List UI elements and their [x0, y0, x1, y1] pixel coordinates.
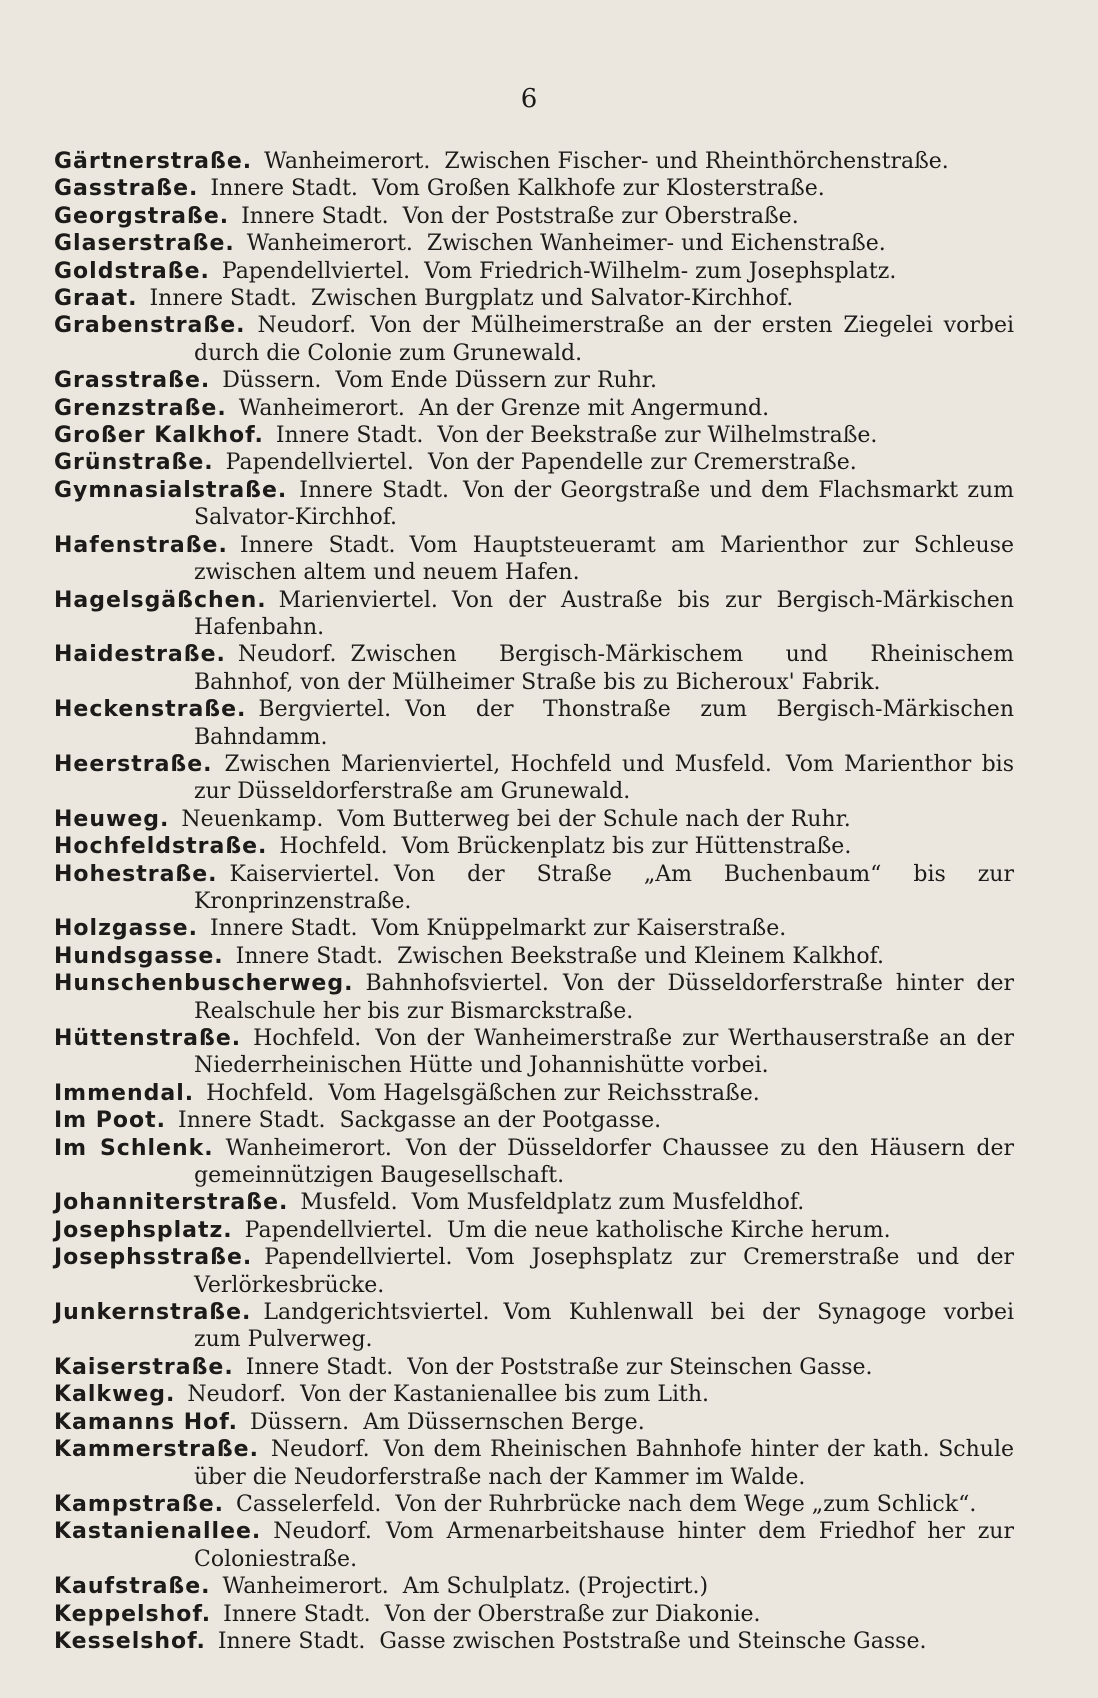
- list-item: [54, 1491, 1014, 1518]
- description: Von der Georgstraße und dem Flachsmarkt zum Salvator-Kirchhof.: [194, 477, 1014, 531]
- description: Vom Hagelsgäßchen zur Reichsstraße.: [328, 1080, 760, 1106]
- list-item: [54, 1080, 1014, 1107]
- description: Vom Hauptsteueramt am Marienthor zur Schleuse zwischen altem und neuem Hafen.: [194, 532, 1014, 586]
- description: Gasse zwischen Poststraße und Steinsche Gasse.: [379, 1628, 927, 1654]
- district: Wanheimerort.: [246, 231, 413, 257]
- description: Vom Knüppelmarkt zur Kaiserstraße.: [371, 916, 787, 942]
- street-name: Hafenstraße.: [54, 532, 228, 558]
- street-name: Johanniterstraße.: [54, 1190, 289, 1216]
- list-item: [54, 1628, 1014, 1655]
- street-name: Kalkweg.: [54, 1382, 176, 1408]
- description: Von der Ruhrbrücke nach dem Wege „zum Schlick“.: [395, 1491, 977, 1517]
- street-name: Im Poot.: [54, 1108, 166, 1134]
- list-item: [54, 915, 1014, 942]
- district: Innere Stadt.: [241, 203, 389, 229]
- district: Casselerfeld.: [235, 1491, 382, 1517]
- list-item: [54, 285, 1014, 312]
- district: Kaiserviertel.: [229, 861, 380, 887]
- district: Innere Stadt.: [299, 477, 450, 503]
- description: Zwischen Fischer- und Rheinthörchenstraße.: [444, 149, 949, 174]
- list-item: [54, 833, 1014, 860]
- district: Neudorf.: [257, 313, 357, 339]
- district: Landgerichtsviertel.: [263, 1300, 490, 1326]
- street-name: Gasstraße.: [54, 176, 199, 202]
- district: Neudorf.: [273, 1519, 372, 1545]
- street-name: Heuweg.: [54, 806, 170, 832]
- district: Innere Stadt.: [235, 943, 384, 969]
- description: Vom Butterweg bei der Schule nach der Ruhr.: [337, 806, 851, 832]
- district: Innere Stadt.: [209, 916, 358, 942]
- list-item: [54, 1244, 1014, 1299]
- list-item: [54, 1217, 1014, 1244]
- district: Innere Stadt.: [275, 423, 424, 449]
- district: Papendellviertel.: [225, 450, 414, 476]
- description: Von der Austraße bis zur Bergisch-Märkischen Hafenbahn.: [194, 587, 1014, 640]
- list-item: [54, 148, 1014, 175]
- list-item: [54, 367, 1014, 394]
- list-item: [54, 1573, 1014, 1600]
- description: Zwischen Burgplatz und Salvator-Kirchhof.: [311, 286, 794, 312]
- street-name: Kaiserstraße.: [54, 1354, 234, 1380]
- district: Düssern.: [250, 1409, 350, 1435]
- street-name: Grasstraße.: [54, 368, 211, 394]
- description: Von der Düsseldorfer Chaussee zu den Häusern der gemeinnützigen Baugesellschaft.: [194, 1135, 1014, 1189]
- district: Innere Stadt.: [178, 1108, 326, 1134]
- district: Neudorf.: [270, 1437, 370, 1463]
- district: Innere Stadt.: [239, 532, 396, 558]
- description: Vom Friedrich-Wilhelm- zum Josephsplatz.: [424, 258, 897, 284]
- description: Von der Kastanienallee bis zum Lith.: [300, 1382, 710, 1408]
- list-item: [54, 806, 1014, 833]
- list-item: [54, 203, 1014, 230]
- description: Um die neue katholische Kirche herum.: [446, 1217, 891, 1243]
- district: Innere Stadt.: [149, 286, 298, 312]
- list-item: [54, 641, 1014, 696]
- description: Vom Marienthor bis zur Düsseldorferstraße am Grunewald.: [194, 751, 1014, 805]
- description: Von der Thonstraße zum Bergisch-Märkischen Bahndamm.: [194, 697, 1014, 750]
- list-item: [54, 1299, 1014, 1354]
- list-item: [54, 943, 1014, 970]
- list-item: [54, 258, 1014, 285]
- description: Vom Brückenplatz bis zur Hüttenstraße.: [401, 834, 852, 860]
- street-name: Immendal.: [54, 1080, 195, 1106]
- district: Innere Stadt.: [210, 176, 358, 202]
- list-item: [54, 1189, 1014, 1216]
- street-name: Kastanienallee.: [54, 1519, 262, 1545]
- list-item: [54, 587, 1014, 642]
- street-name: Kesselshof.: [54, 1628, 206, 1654]
- list-item: [54, 230, 1014, 257]
- street-name: Josephsplatz.: [54, 1217, 233, 1243]
- description: Von der Beekstraße zur Wilhelmstraße.: [437, 423, 878, 449]
- description: Von dem Rheinischen Bahnhofe hinter der kath. Schule über die Neudorferstraße nach der Kammer im Walde.: [194, 1437, 1014, 1490]
- description: Zwischen Bergisch-Märkischem und Rheinischem Bahnhof, von der Mülheimer Straße bis zu Bicheroux' Fabrik.: [194, 642, 1014, 695]
- list-item: [54, 175, 1014, 202]
- district: Düssern.: [222, 368, 322, 394]
- description: Von der Poststraße zur Oberstraße.: [402, 203, 799, 229]
- street-name: Kamanns Hof.: [54, 1409, 238, 1435]
- street-name: Großer Kalkhof.: [54, 423, 264, 449]
- district: Hochfeld.: [206, 1080, 315, 1106]
- list-item: [54, 696, 1014, 751]
- street-name: Heckenstraße.: [54, 697, 247, 723]
- list-item: [54, 1381, 1014, 1408]
- description: Von der Straße „Am Buchenbaum“ bis zur Kronprinzenstraße.: [194, 861, 1014, 914]
- list-item: [54, 449, 1014, 476]
- district: Papendellviertel.: [264, 1245, 453, 1271]
- description: Von der Düsseldorferstraße hinter der Realschule her bis zur Bismarckstraße.: [194, 971, 1014, 1024]
- list-item: [54, 422, 1014, 449]
- street-name: Heerstraße.: [54, 751, 213, 777]
- street-name: Glaserstraße.: [54, 231, 235, 257]
- district: Neudorf.: [237, 642, 337, 668]
- list-item: [54, 312, 1014, 367]
- street-name: Keppelshof.: [54, 1601, 212, 1627]
- district: Hochfeld.: [279, 834, 388, 860]
- description: Vom Armenarbeitshause hinter dem Friedhof her zur Coloniestraße.: [194, 1519, 1014, 1572]
- district: Wanheimerort.: [225, 1135, 392, 1161]
- district: Bahnhofsviertel.: [365, 971, 549, 997]
- list-item: [54, 1025, 1014, 1080]
- street-name: Josephsstraße.: [54, 1245, 253, 1271]
- street-name: Hüttenstraße.: [54, 1026, 242, 1051]
- description: An der Grenze mit Angermund.: [418, 395, 770, 421]
- list-item: [54, 1436, 1014, 1491]
- street-name: Graat.: [54, 286, 138, 312]
- description: Vom Ende Düssern zur Ruhr.: [335, 368, 658, 394]
- district: Papendellviertel.: [244, 1217, 433, 1243]
- list-item: [54, 1409, 1014, 1436]
- description: Von der Poststraße zur Steinschen Gasse.: [407, 1354, 873, 1380]
- district: Zwischen Marienviertel, Hochfeld und Musfeld.: [224, 751, 772, 777]
- description: Von der Papendelle zur Cremerstraße.: [427, 450, 857, 476]
- district: Marienviertel.: [278, 587, 438, 613]
- description: Zwischen Beekstraße und Kleinem Kalkhof.: [397, 943, 884, 969]
- district: Neuenkamp.: [181, 806, 324, 832]
- description: Vom Josephsplatz zur Cremerstraße und der Verlörkesbrücke.: [194, 1245, 1014, 1298]
- street-name: Holzgasse.: [54, 916, 198, 942]
- description: Von der Wanheimerstraße zur Werthauserstraße an der Niederrheinischen Hütte und Johannishütte vorbei.: [194, 1026, 1014, 1079]
- list-item: [54, 1354, 1014, 1381]
- district: Innere Stadt.: [245, 1354, 394, 1380]
- street-name: Hohestraße.: [54, 861, 218, 887]
- street-name: Goldstraße.: [54, 258, 210, 284]
- description: Von der Mülheimerstraße an der ersten Ziegelei vorbei durch die Colonie zum Grunewald.: [194, 313, 1014, 366]
- list-item: [54, 1601, 1014, 1628]
- district: Wanheimerort.: [264, 149, 431, 174]
- street-name: Georgstraße.: [54, 203, 230, 229]
- district: Neudorf.: [187, 1382, 287, 1408]
- list-item: [54, 532, 1014, 587]
- street-name: Grenzstraße.: [54, 395, 227, 421]
- street-name: Kampstraße.: [54, 1491, 224, 1517]
- district: Hochfeld.: [253, 1026, 362, 1051]
- street-name: Gymnasialstraße.: [54, 477, 288, 503]
- street-name: Hagelsgäßchen.: [54, 587, 267, 613]
- street-name: Junkernstraße.: [54, 1300, 252, 1326]
- list-item: [54, 1135, 1014, 1190]
- street-name: Kaufstraße.: [54, 1574, 211, 1600]
- description: Zwischen Wanheimer- und Eichenstraße.: [426, 231, 886, 257]
- district: Musfeld.: [300, 1190, 398, 1216]
- description: Vom Großen Kalkhofe zur Klosterstraße.: [371, 176, 825, 202]
- district: Papendellviertel.: [221, 258, 411, 284]
- list-item: [54, 395, 1014, 422]
- description: Vom Kuhlenwall bei der Synagoge vorbei zum Pulverweg.: [194, 1300, 1014, 1353]
- street-name: Haidestraße.: [54, 642, 226, 668]
- street-name: Im Schlenk.: [54, 1135, 214, 1161]
- district: Wanheimerort.: [238, 395, 405, 421]
- list-item: [54, 861, 1014, 916]
- street-name: Hochfeldstraße.: [54, 834, 268, 860]
- list-item: [54, 1518, 1014, 1573]
- list-item: [54, 970, 1014, 1025]
- street-name: Kammerstraße.: [54, 1437, 259, 1463]
- description: Sackgasse an der Pootgasse.: [339, 1108, 662, 1134]
- street-directory-list: [54, 148, 1014, 1655]
- page-number: 6: [520, 84, 538, 114]
- street-name: Gärtnerstraße.: [54, 149, 253, 174]
- description: Von der Oberstraße zur Diakonie.: [384, 1601, 761, 1627]
- description: Am Schulplatz. (Projectirt.): [402, 1574, 709, 1600]
- district: Wanheimerort.: [222, 1574, 389, 1600]
- street-name: Grünstraße.: [54, 450, 214, 476]
- street-name: Hundsgasse.: [54, 943, 224, 969]
- street-name: Hunschenbuscherweg.: [54, 971, 354, 997]
- description: Am Düssernschen Berge.: [363, 1409, 645, 1435]
- description: Vom Musfeldplatz zum Musfeldhof.: [411, 1190, 805, 1216]
- list-item: [54, 477, 1014, 532]
- district: Innere Stadt.: [223, 1601, 371, 1627]
- district: Bergviertel.: [258, 697, 392, 723]
- street-name: Grabenstraße.: [54, 313, 246, 339]
- list-item: [54, 751, 1014, 806]
- list-item: [54, 1107, 1014, 1134]
- district: Innere Stadt.: [217, 1628, 366, 1654]
